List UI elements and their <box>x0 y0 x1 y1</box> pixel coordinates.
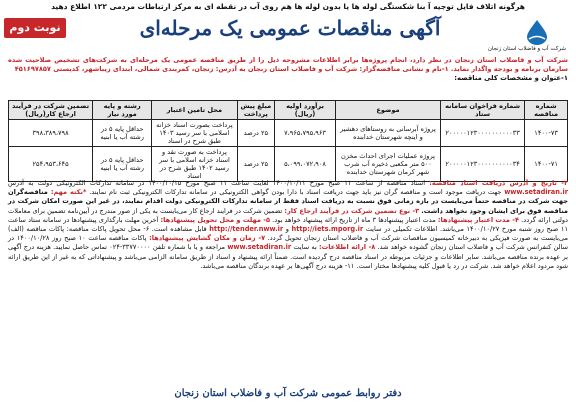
cell-tender-no: ۱۴۰۰-۷۳ <box>525 120 568 147</box>
cell-fund: پرداخت به صورت نقد و اسناد خزانه اسلامی با سر رسید ۱۴۰۲ طبق شرح در اسناد <box>152 147 237 182</box>
cell-tender-guarantee: ۲۵۴،۹۵۳،۶۴۵ <box>9 147 93 182</box>
cell-prepay: ۲۵ درصد <box>237 147 275 182</box>
round-badge: نوبت دوم <box>4 18 66 38</box>
info-text-2: مراجعه و یا با شماره تلفن ۳۳۷۷۰۰۰۰-۰۲۴ تماس حاصل نمایید. هزینه درج آگهی بر عهده برنده مناقصه می‌باشد. سایر اطلاعات و جزئیات مربوطه در اسناد مناقصه درج گردیده است. ضمناً ارائه پیشنهاد و اسناد از طریق سامانه الزامی می‌باشد و پیشنهاداتی که به غیر از این طریق ارائه شود مردود اعلام خواهد شد. شرکت در رد یا قبول کلیه پیشنهادها مختار است. ۱۱- هزینه درج آگهی‌ها بر عهده برندگان مناقصه می‌باشد. <box>8 243 568 270</box>
section-docs-heading: ۲- تاریخ و آدرس دریافت اسناد مناقصه: <box>429 179 569 187</box>
cell-tender-no: ۱۴۰۰-۷۱ <box>525 147 568 182</box>
important-note-heading: *نکته مهم: <box>50 188 87 197</box>
iets-link[interactable]: http://iets.mporg.ir <box>291 225 364 234</box>
section-docs-text: اسناد مناقصه از ساعت ۱۱ صبح مورخ ۱۴۰۰/۱۰/۱۱ لغایت ساعت ۱۱ صبح مورخ ۱۴۰۰/۱۰/۱۵ در سامانه تدارکات الکترونیکی دولت به آدرس <box>8 179 430 187</box>
logo-text: شرکت آب و فاضلاب استان زنجان <box>487 46 566 52</box>
conjunction: و <box>285 225 292 234</box>
setad-link[interactable]: www.setadiran.ir <box>504 188 568 197</box>
col-tender-guarantee: تضمین شرکت در فرآیند ارجاع کار(ریال) <box>9 101 93 120</box>
top-banner: هرگونه اتلاف فایل توجیه آ بنا شکستگی لوله ها یا بدون لوله ها هم روی آب در نقطه ای به مرکز ارتباطات مردمی ۱۲۲ اطلاع دهید <box>51 2 525 11</box>
cell-grade: حداقل پایه ۵ در رشته آب یا ابنیه <box>93 120 152 147</box>
intro-line-2: سازمان برنامه و بودجه واگذار نماید. ۱-نام و نشانی مناقصه‌گزار: شرکت آب و فاضلاب استان زنجان به آدرس: زنجان، کمربندی شمالی، ابتدای زیباشهر، کدپستی ۴۵۱۶۹۷۸۵۷ <box>14 65 568 73</box>
table-row <box>9 120 568 147</box>
col-tender-no: شماره مناقصه <box>525 101 568 120</box>
col-setad-no: شماره فراخوان سامانه ستاد <box>441 101 525 120</box>
table-header-row <box>9 101 568 120</box>
intro-line-1: شرکت آب و فاضلاب استان زنجان در نظر دارد، انجام پروژه‌ها برابر اطلاعات مشروحه ذیل را از طریق مناقصه عمومی یک مرحله‌ای به شرکت‌های تشخیص صلاحیت شده <box>8 56 568 64</box>
company-logo <box>487 18 566 60</box>
guarantee-text: تضمین شرکت در فرایند ارجاع کار می‌بایست به یکی از صور مندرج در آیین‌نامه تضمین برای معاملات دولتی ارائه گردد. <box>8 206 568 224</box>
notice-body <box>8 179 568 271</box>
guarantee-heading: ۳- نوع تضمین شرکت در فرآیند ارجاع کار: <box>284 206 420 215</box>
deadline-heading: ۵- مهلت و محل تحویل پیشنهادها: <box>160 215 271 224</box>
deadline-text: آخرین مهلت بارگذاری پیشنهادها در سامانه ستاد ساعت ۱۱ صبح روز شنبه مورخ ۱۴۰۰/۱۰/۲۷ می‌باشد. اطلاعات تکمیلی در سایت <box>8 215 568 234</box>
col-subject: موضوع <box>335 101 440 120</box>
info-text: به سایت <box>293 243 320 252</box>
cell-estimate: ۷،۹۶۵،۷۹۵،۹۶۳ <box>275 120 336 147</box>
cell-tender-guarantee: ۳۹۸،۳۸۹،۷۹۸ <box>9 120 93 147</box>
important-note-text: مناقصه‌گران جهت شرکت در مناقصه حتماً می‌بایست در بازه زمانی فوق نسبت به دریافت اسناد فقط از سامانه تدارکات الکترونیکی دولت اقدام نمایند، در غیر این صورت امکان شرکت در مناقصه فوق برای ایشان وجود نخواهد داشت. <box>8 188 568 215</box>
opening-heading: ۷- زمان و مکان گشایش پیشنهادها: <box>149 234 266 243</box>
footer-signature: دفتر روابط عمومی شرکت آب و فاضلاب استان زنجان <box>174 388 402 399</box>
table-row <box>9 147 568 182</box>
intro-paragraph <box>8 56 568 83</box>
validity-text: مدت اعتبار پیشنهادها ۳ ماه از تاریخ ارائه پیشنهاد خواهد بود. <box>272 215 438 224</box>
col-estimate: برآورد اولیه (ریال) <box>275 101 336 120</box>
tender-link[interactable]: http://tender.nww.ir <box>209 225 284 234</box>
cell-setad-no: ۲۰۰۰۰۰۱۲۳۰۰۰۰۰۰۰۰۰۰۳۳ <box>441 120 525 147</box>
tender-table <box>8 100 568 182</box>
cell-fund: پرداخت بصورت اسناد خزانه اسلامی با سر رسید ۱۴۰۳ طبق شرح در اسناد <box>152 120 237 147</box>
cell-estimate: ۵،۰۹۹،۰۷۲،۹۰۸ <box>275 147 336 182</box>
delivery-text: قابل مشاهده است. ۶- محل تحویل پاکات مناقصه: <box>66 225 210 234</box>
cell-setad-no: ۲۰۰۰۰۰۱۲۳۰۰۰۰۰۰۰۰۰۰۳۴ <box>441 147 525 182</box>
delivery-text-2: پاکات مناقصه (الف) می‌بایست به صورت فیزیکی به دبیرخانه کمیسیون مناقصات شرکت آب و فاضلاب استان زنجان تحویل گردد. <box>8 225 569 243</box>
cell-prepay: ۲۵ درصد <box>237 120 275 147</box>
col-prepay: مبلغ پیش پرداخت <box>237 101 275 120</box>
setad-link-2[interactable]: www.setadiran.ir <box>227 243 292 252</box>
cell-subject: پروژه عملیات اجرای احداث مخزن ۵۰۰ متر مکعبی ذخیره آب شرب شهر کرمان شهرستان خدابنده <box>335 147 440 182</box>
cell-subject: پروژه آبرسانی به روستاهای دهشیر و اینچه شهرستان خدابنده <box>335 120 440 147</box>
notice-title: آگهی مناقصات عمومی یک مرحله‌ای <box>139 16 441 40</box>
validity-heading: ۴- مدت اعتبار پیشنهادها: <box>437 215 520 224</box>
col-grade: رشته و پایه مورد نیاز <box>93 101 152 120</box>
opening-text: پاکات مناقصه ساعت ۱۰ صبح روز ۱۴۰۰/۱۰/۲۸ در سالن کنفرانس شرکت آب و فاضلاب استان زنجان گشوده خواهد شد. <box>8 234 569 252</box>
section-docs-text-2: جهت دریافت موجود است و مناقصه گران نیز باید جهت دریافت اسناد با دارا بودن گواهی الکترونیکی در سامانه تدارکات الکترونیکی ثبت نام نمایند. <box>89 188 505 197</box>
section-heading: ۱-عنوان و مشخصات کلی مناقصه: <box>454 74 568 82</box>
water-drop-icon <box>520 18 554 46</box>
col-fund: محل تامین اعتبار <box>152 101 237 120</box>
cell-grade: حداقل پایه ۵ در رشته آب یا ابنیه <box>93 147 152 182</box>
info-heading: ۸- ارائه اطلاعات: <box>319 243 376 252</box>
